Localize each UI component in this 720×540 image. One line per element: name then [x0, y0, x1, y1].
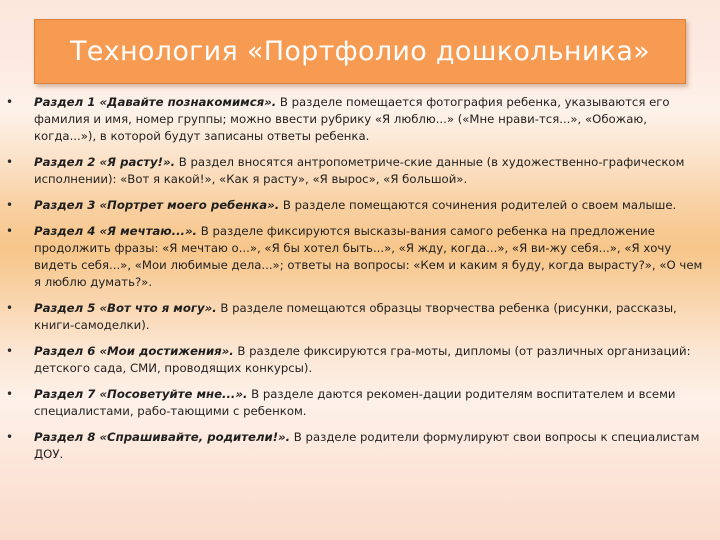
bullet-icon: •	[6, 344, 14, 358]
list-item	[0, 154, 720, 188]
section-heading: Раздел 6 «Мои достижения».	[34, 344, 234, 358]
section-heading: Раздел 1 «Давайте познакомимся».	[34, 95, 277, 109]
section-heading: Раздел 5 «Вот что я могу».	[34, 301, 217, 315]
section-heading: Раздел 4 «Я мечтаю...».	[34, 224, 197, 238]
bullet-icon: •	[6, 387, 14, 401]
section-text: В разделе даются рекомен-дации родителям воспитателем и всеми специалистами, рабо-тающими с ребенком.	[34, 387, 676, 418]
slide-title: Технология «Портфолио дошкольника»	[70, 36, 650, 67]
section-heading: Раздел 2 «Я расту!».	[34, 155, 176, 169]
section-text: В раздел вносятся антропометриче-ские данные (в художественно-графическом исполнении): «Вот я какой!», «Как я расту», «Я вырос», «Я большой».	[34, 155, 685, 186]
section-text: В разделе помещаются образцы творчества ребенка (рисунки, рассказы, книги-самоделки).	[34, 301, 677, 332]
list-item	[0, 429, 720, 463]
bullet-icon: •	[6, 430, 14, 444]
bullet-icon: •	[6, 224, 14, 238]
section-text: В разделе помещаются сочинения родителей о своем малыше.	[279, 198, 677, 212]
bullet-icon: •	[6, 95, 14, 109]
section-heading: Раздел 8 «Спрашивайте, родители!».	[34, 430, 291, 444]
section-text: В разделе фиксируются высказы-вания самого ребенка на предложение продолжить фразы: «Я мечтаю о...», «Я бы хотел быть...», «Я жду, когда...», «Я ви-жу себя...», «Я хочу видеть себя...», «Мои любимые дела...»; ответы на вопросы: «Кем и каким я буду, когда вырасту?», «О чем я люблю думать?».	[34, 224, 703, 289]
list-item	[0, 300, 720, 334]
section-heading: Раздел 7 «Посоветуйте мне...».	[34, 387, 248, 401]
section-list	[0, 94, 720, 472]
list-item	[0, 223, 720, 291]
bullet-icon: •	[6, 301, 14, 315]
section-heading: Раздел 3 «Портрет моего ребенка».	[34, 198, 280, 212]
section-text: В разделе помещается фотография ребенка, указываются его фамилия и имя, номер группы; можно ввести рубрику «Я люблю...» («Мне нрави-тся...», «Обожаю, когда...»), в которой будут записаны ответы ребенка.	[34, 95, 670, 143]
bullet-icon: •	[6, 155, 14, 169]
slide-title-box	[34, 19, 686, 84]
list-item	[0, 94, 720, 145]
list-item	[0, 343, 720, 377]
section-text: В разделе фиксируются гра-моты, дипломы (от различных организаций: детского сада, СМИ, проводящих конкурсы).	[34, 344, 691, 375]
bullet-icon: •	[6, 198, 14, 212]
list-item	[0, 386, 720, 420]
list-item	[0, 197, 720, 214]
section-text: В разделе родители формулируют свои вопросы к специалистам ДОУ.	[34, 430, 700, 461]
